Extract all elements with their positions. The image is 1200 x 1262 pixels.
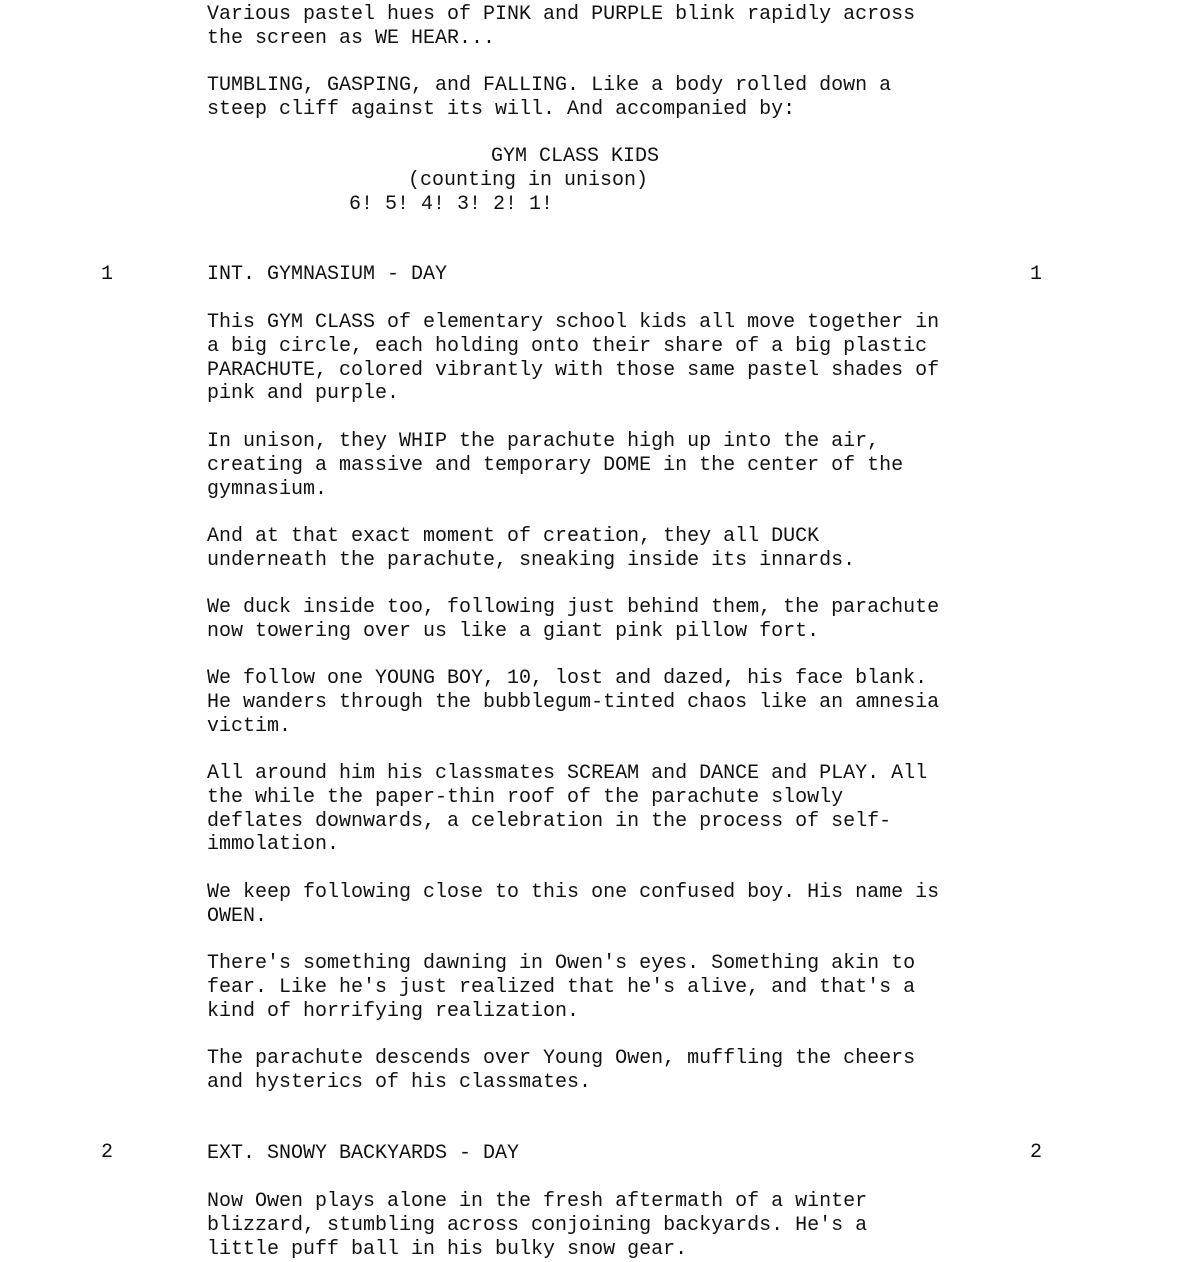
action-paragraph: And at that exact moment of creation, they all DUCK underneath the parachute, sneaking inside its innards. (207, 525, 856, 572)
scene-heading: EXT. SNOWY BACKYARDS - DAY (207, 1142, 520, 1165)
scene-number-right: 1 (1030, 263, 1043, 286)
action-paragraph: The parachute descends over Young Owen, muffling the cheers and hysterics of his classmates. (207, 1047, 916, 1094)
action-paragraph: We follow one YOUNG BOY, 10, lost and dazed, his face blank. He wanders through the bubblegum-tinted chaos like an amnesia victim. (207, 667, 940, 738)
action-paragraph: This GYM CLASS of elementary school kids all move together in a big circle, each holding onto their share of a big plastic PARACHUTE, colored vibrantly with those same pastel shades of pink and purple. (207, 311, 940, 406)
dialogue-line: 6! 5! 4! 3! 2! 1! (349, 193, 554, 216)
action-paragraph: We duck inside too, following just behind them, the parachute now towering over us like a giant pink pillow fort. (207, 596, 940, 643)
action-paragraph: Now Owen plays alone in the fresh aftermath of a winter blizzard, stumbling across conjoining backyards. He's a little puff ball in his bulky snow gear. (207, 1190, 868, 1261)
scene-number-left: 2 (101, 1141, 114, 1164)
scene-heading: INT. GYMNASIUM - DAY (207, 263, 448, 286)
scene-number-left: 1 (101, 263, 114, 286)
parenthetical: (counting in unison) (408, 169, 649, 192)
character-name: GYM CLASS KIDS (491, 145, 660, 168)
action-paragraph: There's something dawning in Owen's eyes. Something akin to fear. Like he's just realized that he's alive, and that's a kind of horrifying realization. (207, 952, 916, 1023)
action-paragraph: All around him his classmates SCREAM and DANCE and PLAY. All the while the paper-thin roof of the parachute slowly deflates downwards, a celebration in the process of self- immolation. (207, 762, 928, 857)
action-paragraph: Various pastel hues of PINK and PURPLE blink rapidly across the screen as WE HEAR... (207, 3, 916, 50)
action-paragraph: In unison, they WHIP the parachute high up into the air, creating a massive and temporary DOME in the center of the gymnasium. (207, 430, 904, 501)
action-paragraph: We keep following close to this one confused boy. His name is OWEN. (207, 881, 940, 928)
action-paragraph: TUMBLING, GASPING, and FALLING. Like a body rolled down a steep cliff against its will. And accompanied by: (207, 74, 892, 121)
scene-number-right: 2 (1030, 1141, 1043, 1164)
